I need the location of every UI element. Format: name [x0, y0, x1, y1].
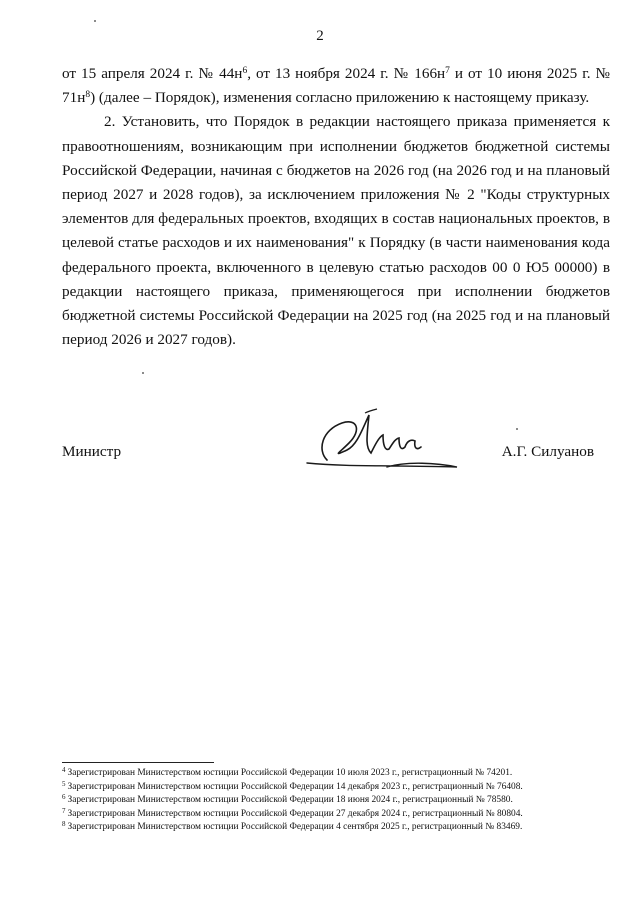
handwritten-signature [287, 405, 467, 485]
footnote-number: 7 [62, 806, 66, 815]
scan-speck [94, 20, 96, 22]
paragraph-1 [62, 62, 610, 110]
page-number: 2 [316, 28, 324, 44]
footnote-number: 5 [62, 779, 66, 788]
footnote-ref-7: 7 [445, 66, 450, 76]
footnote [62, 821, 622, 835]
footnotes [62, 767, 622, 835]
footnote [62, 767, 622, 781]
footnote-text: Зарегистрирован Министерством юстиции Российской Федерации 27 декабря 2024 г., регистрационный № 80804. [67, 808, 523, 819]
footnote-text: Зарегистрирован Министерством юстиции Российской Федерации 14 декабря 2023 г., регистрационный № 76408. [67, 781, 523, 792]
paragraph-1-part-d: ) (далее – Порядок), изменения согласно приложению к настоящему приказу. [90, 89, 590, 107]
footnote-number: 8 [62, 820, 66, 829]
paragraph-1-part-b: , от 13 ноября 2024 г. № 166н [247, 65, 446, 82]
signatory-name: А.Г. Силуанов [501, 443, 594, 460]
footnote-number: 6 [62, 793, 66, 802]
paragraph-1-part-a: от 15 апреля 2024 г. № 44н [62, 65, 243, 82]
footnote [62, 781, 622, 795]
footnote-text: Зарегистрирован Министерством юстиции Российской Федерации 4 сентября 2025 г., регистрационный № 83469. [67, 822, 523, 833]
footnote-number: 4 [62, 766, 66, 774]
signatory-title: Министр [62, 443, 122, 460]
footnote-text: Зарегистрирован Министерством юстиции Российской Федерации 10 июля 2023 г., регистрационный № 74201. [67, 768, 513, 778]
footnote [62, 794, 622, 808]
footnote-text: Зарегистрирован Министерством юстиции Российской Федерации 18 июня 2024 г., регистрационный № 78580. [67, 795, 513, 806]
footnote-ref-8: 8 [85, 90, 91, 101]
scan-speck [516, 428, 518, 430]
scan-speck [142, 372, 144, 374]
footnote-ref-6: 6 [242, 66, 248, 76]
signature-block [62, 405, 610, 485]
paragraph-1-part-c: и от 10 июня 2025 г. № 71н [62, 65, 610, 107]
footnote [62, 808, 622, 822]
paragraph-2: 2. Установить, что Порядок в редакции настоящего приказа применяется к правоотношениям, возникающим при исполнении бюджетов бюджетной системы Российской Федерации, начиная с бюджетов на 2026 год (на 2026 год и на плановый период 2027 и 2028 годов), за исключением приложения № 2 "Коды структурных элементов для федеральных проектов, входящих в состав национальных проектов, в целевой статье расходов и их наименования" к Порядку (в части наименования кода федерального проекта, включенного в целевую статью расходов 00 0 Ю5 00000) в редакции настоящего приказа, применяющегося при исполнении бюджетов бюджетной системы Российской Федерации на 2025 год (на 2025 год и на плановый период 2026 и 2027 годов). [62, 113, 610, 349]
footnote-separator [62, 762, 214, 763]
document-body [62, 62, 610, 352]
